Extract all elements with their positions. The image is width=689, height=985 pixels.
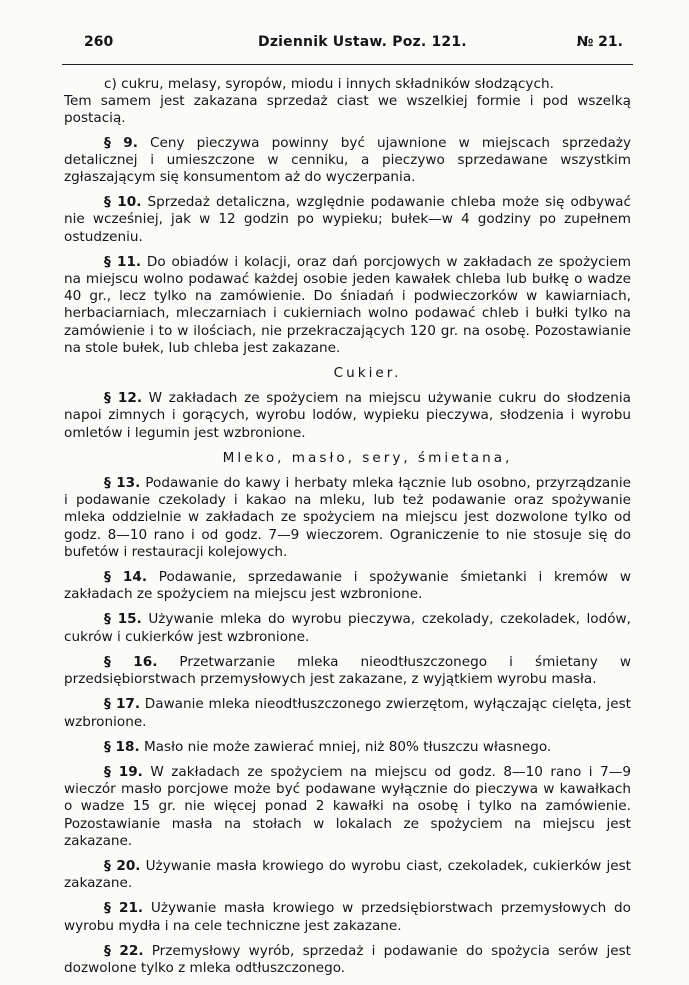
paragraph xyxy=(64,739,631,756)
intro-paragraph xyxy=(64,76,631,128)
document-body xyxy=(64,76,631,985)
paragraph xyxy=(64,135,631,187)
issue-number: № 21. xyxy=(576,34,623,50)
section-number: § 9. xyxy=(104,134,138,151)
paragraph-text: Przetwarzanie mleka nieodtłuszczonego i śmietany w przedsiębiorstwach przemysłowych jest zakazane, z wyjątkiem wyrobu masła. xyxy=(64,653,631,688)
section-number: § 17. xyxy=(104,696,141,713)
paragraph-text: Używanie masła krowiego do wyrobu ciast, czekoladek, cukierków jest zakazane. xyxy=(64,857,631,892)
journal-title: Dziennik Ustaw. Poz. 121. xyxy=(258,34,467,50)
paragraph-text: Masło nie może zawierać mniej, niż 80% tłuszczu własnego. xyxy=(139,738,552,755)
paragraph-text: W zakładach ze spożyciem na miejscu od godz. 8—10 rano i 7—9 wieczór masło porcjowe może być podawane wyłącznie do pieczywa w kawałkach o wadze 15 gr. nie więcej ponad 2 kawałki na osobę i tylko na zamówienie. Pozostawianie masła na stołach w lokalach ze spożyciem na miejscu jest zakazane. xyxy=(64,763,631,849)
section-number: § 22. xyxy=(104,942,144,959)
paragraph xyxy=(64,696,631,730)
section-number: § 13. xyxy=(104,475,141,492)
paragraph-text: Sprzedaż detaliczna, względnie podawanie chleba może się odbywać nie wcześniej, jak w 12 godzin po wypieku; bułek—w 4 godziny po zupełnem ostudzeniu. xyxy=(64,194,631,245)
paragraph xyxy=(64,569,631,603)
paragraph-text: W zakładach ze spożyciem na miejscu używanie cukru do słodzenia napoi zimnych i gorących, wyrobu lodów, wypieku pieczywa, słodzenia i wyrobu omletów i legumin jest wzbronione. xyxy=(64,390,631,441)
section-number: § 15. xyxy=(104,611,142,628)
paragraph-text: Przemysłowy wyrób, sprzedaż i podawanie do spożycia serów jest dozwolone tylko z mleka odtłuszczonego. xyxy=(64,942,631,976)
section-number: § 12. xyxy=(104,390,142,407)
intro-line-2: Tem samem jest zakazana sprzedaż ciast we wszelkiej formie i pod wszelką postacią. xyxy=(64,93,631,127)
paragraph-text: Ceny pieczywa powinny być ujawnione w miejscach sprzedaży detalicznej i umieszczone w cenniku, a pieczywo sprzedawane wszystkim zgłaszającym się konsumentom aż do wyczerpania. xyxy=(64,134,631,186)
paragraph xyxy=(64,654,631,688)
intro-line-1: c) cukru, melasy, syropów, miodu i innych składników słodzących. xyxy=(104,76,554,92)
section-number: § 18. xyxy=(104,738,140,755)
header-rule xyxy=(62,64,633,65)
paragraph-text: Dawanie mleka nieodtłuszczonego zwierzętom, wyłączając cielęta, jest wzbronione. xyxy=(64,696,631,730)
paragraph xyxy=(64,764,631,850)
paragraph xyxy=(64,254,631,357)
paragraph xyxy=(64,611,631,645)
paragraph xyxy=(64,858,631,892)
section-number: § 20. xyxy=(104,857,141,874)
section-number: § 11. xyxy=(104,253,142,270)
page-number: 260 xyxy=(84,34,114,50)
paragraph-text: Do obiadów i kolacji, oraz dań porcjowych w zakładach ze spożyciem na miejscu wolno podawać każdej osobie jeden kawałek chleba lub bułkę o wadze 40 gr., lecz tylko na zamówienie. Do śniadań i podwieczorków w kawiarniach, herbaciarniach, mleczarniach i cukierniach wolno podawać chleb i bułki tylko na zamówienie i to w ilościach, nie przekraczających 120 gr. na osobę. Pozostawianie na stole bułek, lub chleba jest zakazane. xyxy=(64,253,631,356)
section-number: § 14. xyxy=(104,569,148,586)
paragraph-text: Używanie masła krowiego w przedsiębiorstwach przemysłowych do wyrobu mydła i na cele techniczne jest zakazane. xyxy=(64,900,631,934)
paragraph xyxy=(64,390,631,442)
section-number: § 10. xyxy=(104,194,142,211)
section-number: § 16. xyxy=(104,653,158,670)
section-heading-milk: Mleko, masło, sery, śmietana, xyxy=(222,449,513,466)
paragraph xyxy=(64,943,631,977)
section-number: § 19. xyxy=(104,763,143,780)
paragraph-text: Używanie mleka do wyrobu pieczywa, czekolady, czekoladek, lodów, cukrów i cukierków jest wzbronione. xyxy=(64,611,631,645)
paragraph xyxy=(64,900,631,934)
paragraph-text: Podawanie do kawy i herbaty mleka łącznie lub osobno, przyrządzanie i podawanie czekolady i kakao na mleku, lub też podawanie oraz spożywanie mleka oddzielnie w zakładach ze spożyciem na miejscu jest dozwolone tylko od godz. 8—10 rano i od godz. 7—9 wieczorem. Ograniczenie to nie stosuje się do bufetów i restauracji kolejowych. xyxy=(64,475,631,560)
section-number: § 21. xyxy=(104,900,144,917)
running-header xyxy=(62,34,627,56)
paragraph-text: Podawanie, sprzedawanie i spożywanie śmietanki i kremów w zakładach ze spożyciem na miejscu jest wzbronione. xyxy=(64,569,631,603)
paragraph xyxy=(64,475,631,561)
section-heading-sugar: Cukier. xyxy=(333,365,402,382)
paragraph xyxy=(64,194,631,246)
